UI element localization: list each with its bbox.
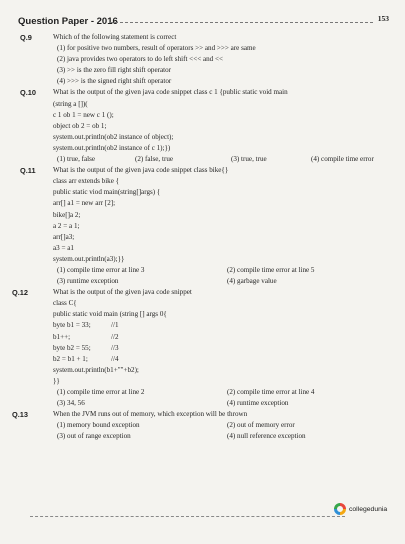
options-row [53, 420, 392, 431]
code-line: c 1 ob 1 = new c 1 (); [53, 110, 114, 119]
code-line: class C{ [53, 299, 77, 308]
question-9 [20, 32, 392, 87]
option: (3) runtime exception [57, 277, 119, 286]
option: (2) out of memory error [227, 421, 295, 430]
option: (2) compile time error at line 5 [227, 265, 315, 274]
options-row [53, 276, 392, 287]
code-line: a 2 = a 1; [53, 221, 80, 230]
option: (1) compile time error at line 2 [57, 388, 145, 396]
code-comment: //3 [111, 343, 119, 352]
option: (4) runtime exception [227, 399, 289, 408]
code-line: public static void main (string [] args 0{ [53, 310, 167, 319]
code-text: b2 = b1 + 1; [53, 354, 88, 363]
options-row [53, 154, 392, 165]
code-line [53, 343, 392, 354]
option: (2) java provides two operators to do left shift <<< and << [57, 55, 223, 64]
option: (4) compile time error [311, 155, 374, 164]
option: (2) false, true [135, 155, 174, 164]
footer-divider [30, 516, 345, 517]
option: (3) true, true [231, 155, 267, 164]
questions [12, 32, 392, 442]
code-line: arr[]a3; [53, 232, 75, 241]
code-text: byte b2 = 55; [53, 343, 91, 352]
code-comment: //2 [111, 332, 119, 341]
code-line: class arr extends bike { [53, 177, 120, 186]
collegedunia-logo-icon [333, 502, 347, 516]
question-10 [20, 87, 392, 165]
question-text: What is the output of the given java code snippet [53, 288, 192, 297]
logo-text: collegedunia [349, 505, 388, 513]
option: (2) compile time error at line 4 [227, 388, 315, 396]
page-header [18, 14, 389, 30]
code-line: system.out.println(a3);}} [53, 254, 125, 263]
question-text: What is the output of the given java code snippet class c 1 {public static void main [53, 88, 288, 97]
options-row [53, 431, 392, 442]
question-number: Q.10 [20, 88, 37, 98]
code-comment: //1 [111, 321, 119, 330]
option: (3) out of range exception [57, 432, 131, 441]
option: (4) >>> is the signed right shift operator [57, 77, 172, 86]
code-comment: //4 [111, 354, 119, 363]
option: (4) null reference exception [227, 432, 306, 441]
page-number: 153 [377, 14, 389, 23]
question-number: Q.13 [12, 410, 29, 420]
option: (1) for positive two numbers, result of operators >> and >>> are same [57, 44, 256, 53]
question-13 [12, 409, 392, 442]
code-line: system.out.println(b1+""+b2); [53, 365, 139, 374]
code-line: system.out.println(ob2 instance of c 1);}) [53, 143, 171, 152]
question-number: Q.12 [12, 288, 29, 298]
code-line [53, 354, 392, 365]
option: (1) compile time error at line 3 [57, 265, 145, 274]
code-line: arr[] a1 = new arr [2]; [53, 199, 116, 208]
code-text: b1++; [53, 332, 71, 341]
code-line: system.out.println(ob2 instance of object); [53, 132, 174, 141]
options-row [53, 265, 392, 276]
code-line [53, 320, 392, 331]
question-text: What is the output of the given java code snippet class bike{} [53, 166, 229, 175]
option: (1) true, false [57, 155, 96, 164]
question-11 [20, 165, 392, 287]
code-line [53, 332, 392, 343]
code-line: object ob 2 = ob 1; [53, 121, 107, 130]
code-line: bike[]a 2; [53, 210, 81, 219]
option: (3) >> is the zero fill right shift operator [57, 66, 171, 75]
code-line: (string a [])( [53, 99, 88, 108]
code-text: byte b1 = 33; [53, 321, 91, 330]
question-number: Q.11 [20, 166, 36, 176]
question-text: When the JVM runs out of memory, which exception will be thrown [53, 410, 248, 419]
option: (1) memory bound exception [57, 421, 140, 430]
question-text: Which of the following statement is correct [53, 33, 177, 41]
code-line: a3 = a1 [53, 243, 74, 252]
code-line: public static viod main(string[]args) { [53, 188, 161, 197]
page-title: Question Paper - 2016 [18, 16, 118, 27]
collegedunia-logo [333, 502, 387, 516]
options-row [53, 398, 392, 409]
option: (3) 34, 56 [57, 399, 85, 408]
code-line: }} [53, 376, 60, 385]
question-12 [12, 287, 392, 409]
options-row [53, 387, 392, 398]
question-number: Q.9 [20, 33, 32, 42]
option: (4) garbage value [227, 277, 277, 286]
header-divider [110, 22, 373, 23]
